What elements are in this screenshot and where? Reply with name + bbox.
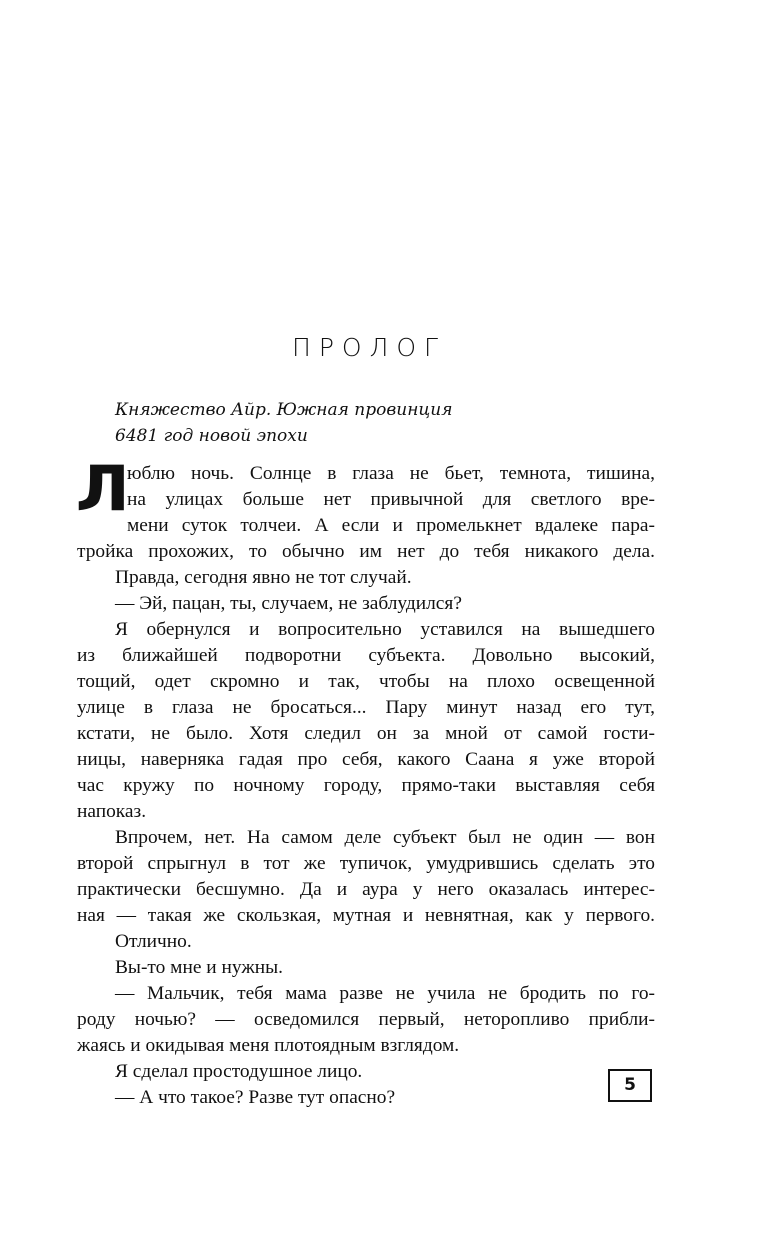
text-line: практически бесшумно. Да и аура у него оказалась интерес- [77,879,655,900]
text-line: улице в глаза не бросаться... Пару минут назад его тут, [77,697,655,718]
text-line: — А что такое? Разве тут опасно? [115,1087,396,1108]
text-line: напоказ. [77,801,147,822]
text-line: ницы, наверняка гадая про себя, какого Саана я уже второй [77,749,655,770]
text-line: ная — такая же скользкая, мутная и невнятная, как у первого. [77,905,655,926]
text-line: час кружу по ночному городу, прямо-таки выставляя себя [77,775,655,796]
body-text [75,452,655,1111]
chapter-title: ПРОЛОГ [292,333,446,362]
text-line: на улицах больше нет привычной для светлого вре- [127,489,655,510]
epigraph-location: Княжество Айр. Южная провинция [115,400,453,420]
text-line: из ближайшей подворотни субъекта. Довольно высокий, [77,645,655,666]
text-line: — Эй, пацан, ты, случаем, не заблудился? [115,593,462,614]
text-line: юблю ночь. Солнце в глаза не бьет, темнота, тишина, [127,463,655,484]
text-line: Я сделал простодушное лицо. [115,1061,363,1082]
page-number: 5 [608,1069,652,1102]
text-line: жаясь и окидывая меня плотоядным взглядом. [77,1035,460,1056]
text-line: Я обернулся и вопросительно уставился на вышедшего [115,619,655,640]
text-line: — Мальчик, тебя мама разве не учила не бродить по го- [115,983,655,1004]
epigraph-date: 6481 год новой эпохи [115,426,308,446]
drop-cap: Л [75,452,130,525]
text-line: тройка прохожих, то обычно им нет до тебя никакого дела. [77,541,655,562]
epigraph [115,397,452,449]
text-line: Правда, сегодня явно не тот случай. [115,567,412,588]
text-line: тощий, одет скромно и так, чтобы на плохо освещенной [77,671,655,692]
text-line: Впрочем, нет. На самом деле субъект был не один — вон [115,827,655,848]
text-line: второй спрыгнул в тот же тупичок, умудрившись сделать это [77,853,655,874]
text-line: Вы-то мне и нужны. [115,957,283,978]
text-line: Отлично. [115,931,192,952]
text-line: кстати, не было. Хотя следил он за мной от самой гости- [77,723,655,744]
text-line: роду ночью? — осведомился первый, неторопливо прибли- [77,1009,655,1030]
text-line: мени суток толчеи. А если и промелькнет вдалеке пара- [127,515,655,536]
